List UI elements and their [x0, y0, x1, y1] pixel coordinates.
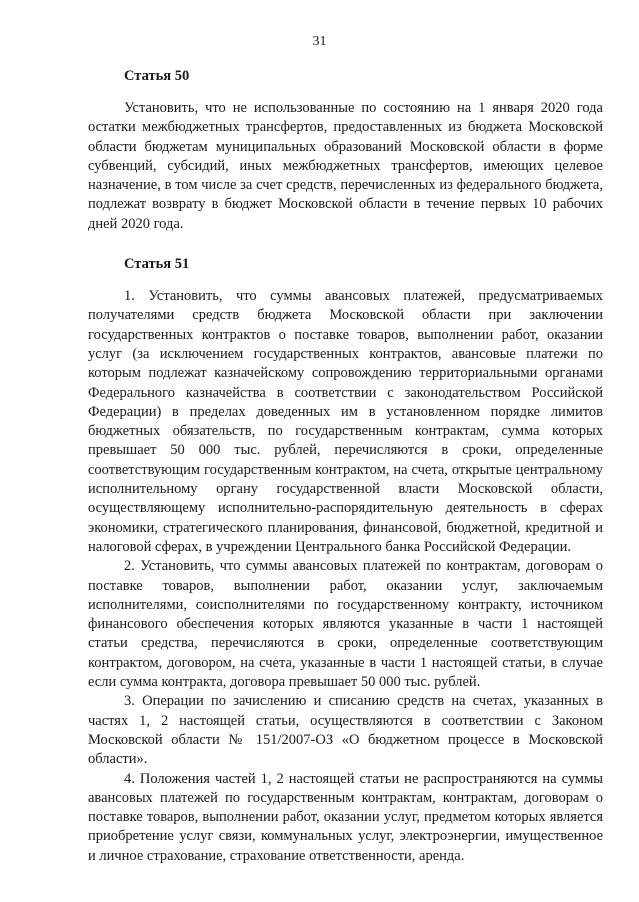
article-50-text: Установить, что не использованные по состоянию на 1 января 2020 года остатки межбюджетных трансфертов, предоставленных из бюджета Московской области бюджетам муниципальных образований Московской области в форме субвенций, субсидий, иных межбюджетных трансфертов, имеющих целевое назначение, в том числе за счет средств, перечисленных из федерального бюджета, подлежат возврату в бюджет Московской области в течение первых 10 рабочих дней 2020 года. — [88, 100, 603, 232]
article-51-part-4: 4. Положения частей 1, 2 настоящей статьи не распространяются на суммы авансовых платежей по государственным контрактам, контрактам, договорам о поставке товаров, выполнении работ, оказании услуг, предметом которых является приобретение услуг связи, коммунальных услуг, электроэнергии, имущественное и личное страхование, страхование ответственности, аренда. — [88, 770, 603, 864]
article-51-part-3: 3. Операции по зачислению и списанию средств на счетах, указанных в частях 1, 2 настоящей статьи, осуществляются в соответствии с Законом Московской области № 151/2007-ОЗ «О бюджетном процессе в Московской области». — [88, 693, 603, 768]
article-50 — [88, 68, 603, 234]
article-51-part-2: 2. Установить, что суммы авансовых платежей по контрактам, договорам о поставке товаров, выполнении работ, оказании услуг, заключаемым исполнителями, соисполнителями по государственному контракту, источником финансового обеспечения которых являются указанные в части 1 настоящей статьи средства, перечисляются в сроки, определенные соответствующим контрактом, договором, на счета, указанные в части 1 настоящей статьи, в случае если сумма контракта, договора превышает 50 000 тыс. рублей. — [88, 558, 603, 691]
page-number: 31 — [312, 34, 327, 49]
article-51-part-1: 1. Установить, что суммы авансовых платежей, предусматриваемых получателями средств бюджета Московской области при заключении государственных контрактов о поставке товаров, выполнении работ, оказании услуг (за исключением государственных контрактов, авансовые платежи по которым подлежат казначейскому сопровождению территориальными органами Федерального казначейства в соответствии с законодательством Российской Федерации) в пределах доведенных им в установленном порядке лимитов бюджетных обязательств, по государственным контрактам, сумма которых превышает 50 000 тыс. рублей, перечисляются в сроки, определенные соответствующим государственным контрактом, на счета, открытые центральному исполнительному органу государственной власти Московской области, осуществляющему исполнительно-распорядительную деятельность в сферах экономики, стратегического планирования, финансовой, бюджетной, кредитной и налоговой сферах, в учреждении Центрального банка Российской Федерации. — [88, 288, 603, 555]
article-50-heading: Статья 50 — [124, 68, 190, 84]
article-51 — [88, 256, 603, 866]
article-51-heading: Статья 51 — [124, 256, 190, 273]
